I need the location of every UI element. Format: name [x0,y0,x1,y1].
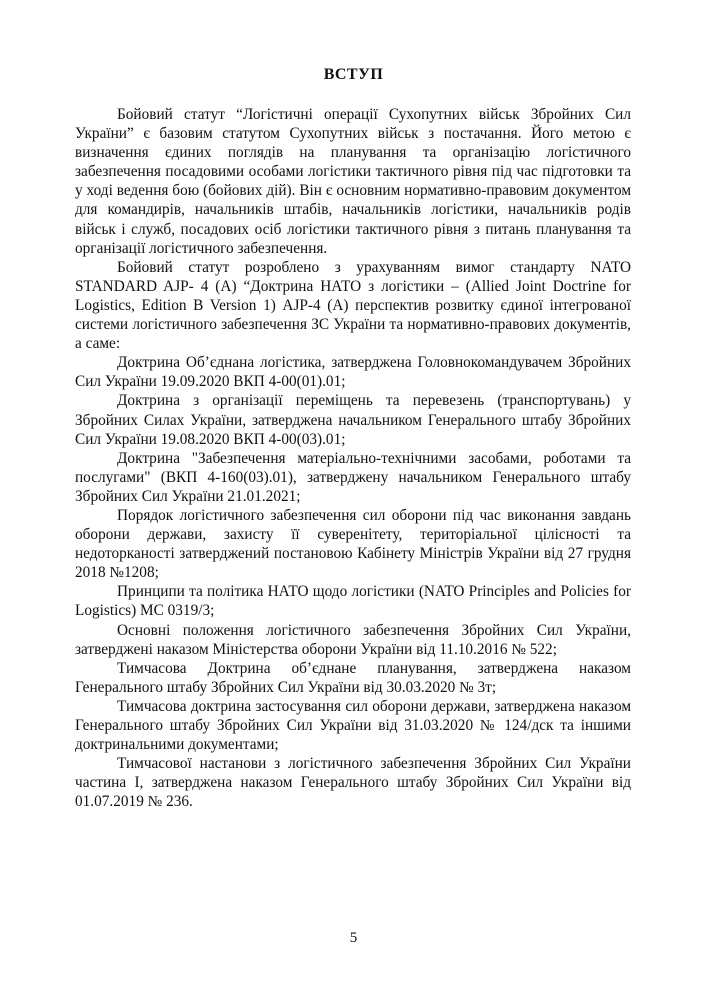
page-number: 5 [349,930,358,946]
page-title: ВСТУП [323,66,384,83]
list-item: Порядок логістичного забезпечення сил оборони під час виконання завдань оборони держави, захисту її суверенітету, територіальної цілісності та недоторканості затверджений постановою Кабінету Міністрів України від 27 грудня 2018 №1208; [75,506,631,582]
list-item: Тимчасова Доктрина об’єднане планування, затверджена наказом Генерального штабу Збройних Сил України від 30.03.2020 № 3т; [75,659,631,696]
body-text [75,105,631,811]
list-item: Доктрина з організації переміщень та перевезень (транспортувань) у Збройних Силах України, затверджена начальником Генерального штабу Збройних Сил України 19.08.2020 ВКП 4-00(03).01; [75,392,631,448]
list-item: Тимчасова доктрина застосування сил оборони держави, затверджена наказом Генерального штабу Збройних Сил України від 31.03.2020 № 124/дск та іншими доктринальними документами; [75,697,631,754]
list-item: Тимчасової настанови з логістичного забезпечення Збройних Сил України частина І, затверджена наказом Генерального штабу Збройних Сил України від 01.07.2019 № 236. [75,755,631,811]
paragraph-standard: Бойовий статут розроблено з урахуванням вимог стандарту NATO STANDARD AJP- 4 (A) “Доктрина НАТО з логістики – (Allied Joint Doctrine for Logistics, Edition B Version 1) AJP-4 (A) перспектив розвитку єдиної інтегрованої системи логістичного забезпечення ЗС України та нормативно-правових документів, а саме: [75,258,631,353]
list-item: Доктрина "Забезпечення матеріально-технічними засобами, роботами та послугами" (ВКП 4-160(03).01), затверджену начальником Генерального штабу Збройних Сил України 21.01.2021; [75,449,631,505]
list-item: Доктрина Об’єднана логістика, затверджена Головнокомандувачем Збройних Сил України 19.09.2020 ВКП 4-00(01).01; [75,354,631,391]
list-item: Основні положення логістичного забезпечення Збройних Сил України, затверджені наказом Міністерства оборони України від 11.10.2016 № 522; [75,621,631,658]
list-item: Принципи та політика НАТО щодо логістики (NATO Principles and Policies for Logistics) MC 0319/3; [75,583,631,620]
paragraph-intro: Бойовий статут “Логістичні операції Сухопутних військ Збройних Сил України” є базовим статутом Сухопутних військ з постачання. Його метою є визначення єдиних поглядів на планування та організацію логістичного забезпечення посадовими особами логістики тактичного рівня під час підготовки та у ході ведення бою (бойових дій). Він є основним нормативно-правовим документом для командирів, начальників штабів, начальників логістики, начальників родів військ і служб, посадових осіб логістики тактичного рівня з питань планування та організації логістичного забезпечення. [75,106,631,257]
